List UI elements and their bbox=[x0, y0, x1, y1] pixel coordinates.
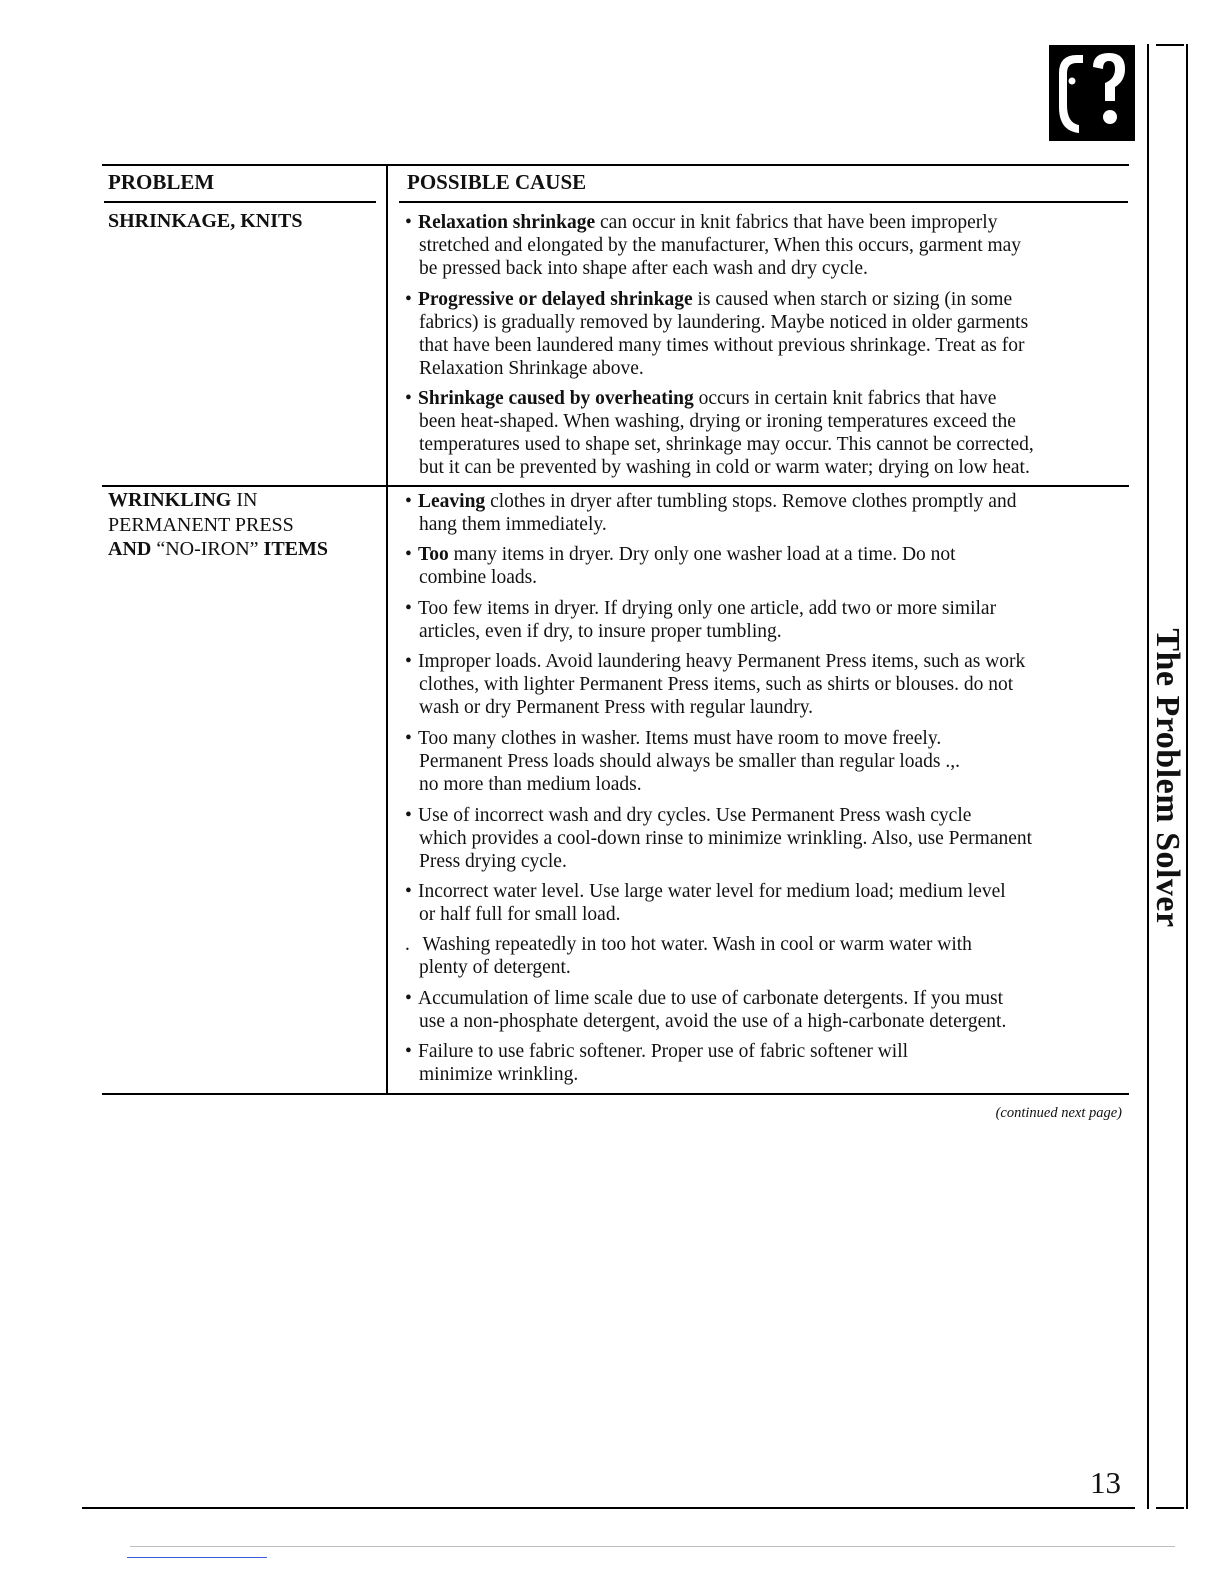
cause-text: Too many clothes in washer. Items must have room to move freely. bbox=[418, 728, 942, 749]
cause-line bbox=[405, 311, 1127, 334]
cause-line bbox=[405, 987, 1127, 1010]
cause-line bbox=[405, 673, 1127, 696]
problem-text: “NO-IRON” bbox=[151, 538, 264, 560]
side-tab-bottom-rule bbox=[1156, 1507, 1184, 1509]
cause-lead: Shrinkage caused by overheating bbox=[418, 388, 694, 409]
problem-cell bbox=[108, 488, 328, 562]
cause-text: but it can be prevented by washing in cold or warm water; drying on low heat. bbox=[419, 457, 1030, 478]
cause-item bbox=[405, 490, 1127, 536]
cause-text: occurs in certain knit fabrics that have bbox=[693, 388, 997, 409]
side-tab-outer-line bbox=[1186, 44, 1188, 1509]
problem-line bbox=[108, 488, 328, 513]
bullet-icon: • bbox=[405, 728, 412, 749]
cause-text: which provides a cool-down rinse to minimize wrinkling. Also, use Permanent bbox=[419, 828, 1033, 849]
cause-line bbox=[405, 750, 1127, 773]
footer-rule bbox=[82, 1507, 1135, 1509]
bullet-icon: • bbox=[405, 881, 412, 902]
cause-line bbox=[405, 357, 1127, 380]
cause-line bbox=[405, 410, 1127, 433]
cause-line bbox=[405, 1040, 1127, 1063]
bullet-icon: • bbox=[405, 805, 412, 826]
cause-text: articles, even if dry, to insure proper tumbling. bbox=[419, 621, 782, 642]
cause-line bbox=[405, 903, 1127, 926]
cause-item bbox=[405, 650, 1127, 719]
bullet-icon: . bbox=[405, 934, 410, 955]
cause-text: Washing repeatedly in too hot water. Wash in cool or warm water with bbox=[418, 934, 972, 955]
cause-line bbox=[405, 880, 1127, 903]
cause-text: fabrics) is gradually removed by laundering. Maybe noticed in older garments bbox=[419, 312, 1029, 333]
cause-text: Accumulation of lime scale due to use of carbonate detergents. If you must bbox=[418, 988, 1003, 1009]
cause-text: been heat-shaped. When washing, drying or ironing temperatures exceed the bbox=[419, 411, 1016, 432]
cause-item bbox=[405, 1040, 1127, 1086]
problem-text: AND bbox=[108, 538, 152, 560]
cause-text: clothes in dryer after tumbling stops. Remove clothes promptly and bbox=[485, 491, 1017, 512]
cause-text: Permanent Press loads should always be smaller than regular loads .,. bbox=[419, 751, 961, 772]
cause-text: Failure to use fabric softener. Proper use of fabric softener will bbox=[418, 1041, 909, 1062]
cause-text: Incorrect water level. Use large water level for medium load; medium level bbox=[418, 881, 1006, 902]
cause-text: is caused when starch or sizing (in some bbox=[692, 289, 1013, 310]
problem-text: ITEMS bbox=[263, 538, 328, 560]
problem-text: WRINKLING bbox=[108, 489, 232, 511]
cause-text: stretched and elongated by the manufacturer, When this occurs, garment may bbox=[419, 235, 1022, 256]
cause-line bbox=[405, 696, 1127, 719]
cause-line bbox=[405, 387, 1127, 410]
bullet-icon: • bbox=[405, 491, 412, 512]
problem-line bbox=[108, 209, 303, 234]
header-underline-cause bbox=[399, 201, 1128, 203]
cause-line bbox=[405, 543, 1127, 566]
cause-line bbox=[405, 597, 1127, 620]
cause-line bbox=[405, 257, 1127, 280]
question-logo-icon bbox=[1049, 45, 1135, 141]
problem-line bbox=[108, 537, 328, 562]
cause-item bbox=[405, 387, 1127, 479]
cause-item bbox=[405, 804, 1127, 873]
cause-text: or half full for small load. bbox=[419, 904, 621, 925]
cause-text: hang them immediately. bbox=[419, 514, 607, 535]
problem-text: SHRINKAGE, KNITS bbox=[108, 210, 303, 232]
bullet-icon: • bbox=[405, 598, 412, 619]
cause-line bbox=[405, 650, 1127, 673]
row-divider bbox=[102, 485, 1129, 487]
bullet-icon: • bbox=[405, 289, 412, 310]
cause-text: minimize wrinkling. bbox=[419, 1064, 579, 1085]
cause-text: Press drying cycle. bbox=[419, 851, 567, 872]
cause-item bbox=[405, 597, 1127, 643]
cause-line bbox=[405, 1063, 1127, 1086]
problem-text: PERMANENT PRESS bbox=[108, 513, 294, 536]
cause-line bbox=[405, 1010, 1127, 1033]
cause-lead: Progressive or delayed shrinkage bbox=[418, 289, 693, 310]
cause-text: no more than medium loads. bbox=[419, 774, 642, 795]
column-header-problem: PROBLEM bbox=[108, 170, 215, 194]
cause-text: use a non-phosphate detergent, avoid the use of a high-carbonate detergent. bbox=[419, 1011, 1007, 1032]
cause-lead: Relaxation shrinkage bbox=[418, 212, 596, 233]
cause-item bbox=[405, 288, 1127, 380]
cause-line bbox=[405, 727, 1127, 750]
cause-text: Too few items in dryer. If drying only one article, add two or more similar bbox=[418, 598, 997, 619]
problem-text: IN bbox=[231, 489, 258, 511]
cause-line bbox=[405, 566, 1127, 589]
cause-item bbox=[405, 543, 1127, 589]
cause-line bbox=[405, 804, 1127, 827]
cause-line bbox=[405, 956, 1127, 979]
cause-item bbox=[405, 727, 1127, 796]
cause-text: plenty of detergent. bbox=[419, 957, 571, 978]
cause-lead: Too bbox=[418, 544, 449, 565]
column-divider bbox=[386, 164, 388, 1095]
cause-line bbox=[405, 456, 1127, 479]
cause-text: Use of incorrect wash and dry cycles. Use Permanent Press wash cycle bbox=[418, 805, 972, 826]
bullet-icon: • bbox=[405, 388, 412, 409]
cause-line bbox=[405, 620, 1127, 643]
table-bottom-rule bbox=[102, 1093, 1129, 1095]
header-underline-problem bbox=[104, 201, 376, 203]
cause-line bbox=[405, 433, 1127, 456]
scan-edge-mark bbox=[127, 1557, 267, 1558]
side-tab-top-rule bbox=[1156, 44, 1184, 46]
cause-line bbox=[405, 850, 1127, 873]
bullet-icon: • bbox=[405, 212, 412, 233]
cause-text: temperatures used to shape set, shrinkage may occur. This cannot be corrected, bbox=[419, 434, 1034, 455]
cause-item bbox=[405, 987, 1127, 1033]
continued-note: (continued next page) bbox=[995, 1105, 1122, 1121]
page-number: 13 bbox=[1090, 1465, 1121, 1500]
cause-text: many items in dryer. Dry only one washer load at a time. Do not bbox=[448, 544, 956, 565]
cause-text: can occur in knit fabrics that have been improperly bbox=[595, 212, 998, 233]
cause-line bbox=[405, 773, 1127, 796]
bullet-icon: • bbox=[405, 988, 412, 1009]
cause-text: Relaxation Shrinkage above. bbox=[419, 358, 644, 379]
cause-text: that have been laundered many times without previous shrinkage. Treat as for bbox=[419, 335, 1025, 356]
cause-item bbox=[405, 933, 1127, 979]
cause-lead: Leaving bbox=[418, 491, 486, 512]
cause-item bbox=[405, 880, 1127, 926]
column-header-cause: POSSIBLE CAUSE bbox=[407, 170, 587, 194]
cause-text: combine loads. bbox=[419, 567, 538, 588]
bullet-icon: • bbox=[405, 1041, 412, 1062]
cause-line bbox=[405, 490, 1127, 513]
cause-line bbox=[405, 827, 1127, 850]
cause-line bbox=[405, 211, 1127, 234]
scan-edge-line bbox=[130, 1546, 1175, 1547]
problem-line bbox=[108, 513, 328, 538]
bullet-icon: • bbox=[405, 651, 412, 672]
cause-line bbox=[405, 334, 1127, 357]
table-top-rule bbox=[102, 164, 1129, 166]
cause-text: wash or dry Permanent Press with regular laundry. bbox=[419, 697, 814, 718]
cause-item bbox=[405, 211, 1127, 280]
cause-line bbox=[405, 513, 1127, 536]
problem-cell bbox=[108, 209, 303, 234]
cause-line bbox=[405, 933, 1127, 956]
cause-text: be pressed back into shape after each wash and dry cycle. bbox=[419, 258, 868, 279]
cause-text: clothes, with lighter Permanent Press items, such as shirts or blouses. do not bbox=[419, 674, 1014, 695]
bullet-icon: • bbox=[405, 544, 412, 565]
cause-line bbox=[405, 234, 1127, 257]
cause-text: Improper loads. Avoid laundering heavy Permanent Press items, such as work bbox=[418, 651, 1026, 672]
cause-line bbox=[405, 288, 1127, 311]
